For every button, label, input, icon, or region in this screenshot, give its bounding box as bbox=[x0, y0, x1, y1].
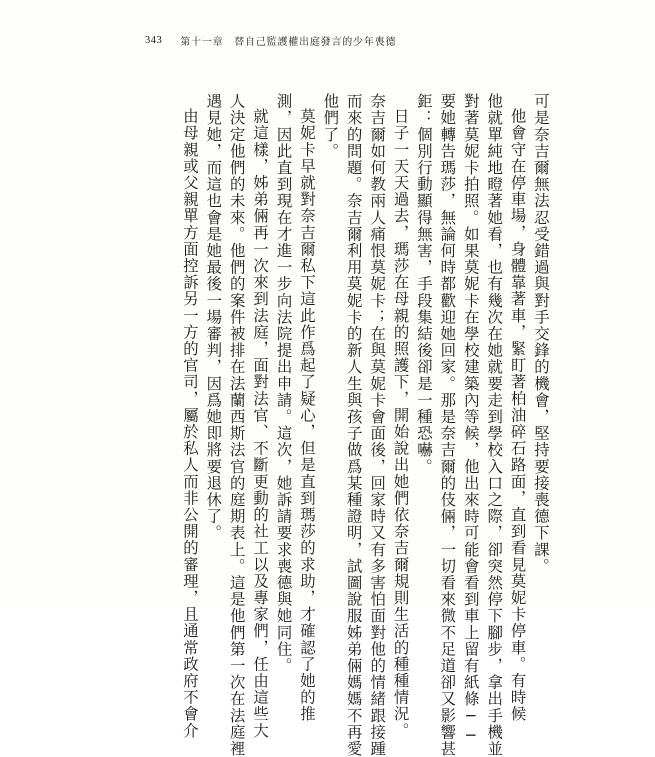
body-text bbox=[178, 93, 553, 757]
text-column: 可是奈吉爾無法忍受錯過與對手交鋒的機會，堅持要接喪德下課。 bbox=[532, 93, 550, 575]
text-column: 他就單純地瞪著她看，也有幾次在她就要走到學校入口之際，卻突然停下腳步，拿出手機並 bbox=[485, 93, 504, 757]
text-column: 他們了。 bbox=[321, 93, 340, 160]
text-column: 對著莫妮卡拍照。如果莫妮卡在學校建築內等候，他出來時可能會看到車上留有紙條── bbox=[461, 93, 480, 746]
text-column: 日子一天天過去，瑪莎在母親的照護下，開始說出她們依奈吉爾規則生活的種種情況。 bbox=[391, 108, 410, 740]
text-column: 而來的問題。奈吉爾利用莫妮卡的新人生與孩子做爲某種證明，試圖說服姊弟倆媽媽不再愛 bbox=[344, 93, 363, 757]
text-column: 奈吉爾如何教兩人痛恨莫妮卡；在與莫妮卡會面後，回家時又有多害怕面對他的情緒跟接踵 bbox=[368, 93, 387, 757]
text-column: 要她轉告瑪莎，無論何時都歡迎她回家。那是奈吉爾的伎倆，一切看來微不足道卻又影響甚 bbox=[438, 93, 457, 757]
text-column: 測，因此直到現在才進一步向法院提出申請。這次，她訴請要求喪德與她同住。 bbox=[274, 93, 293, 674]
text-column: 鉅：個別行動顯得無害，手段集結後卻是一種恐嚇。 bbox=[414, 93, 433, 475]
text-column: 遇見她，而這也會是她最後一場審判，因爲她即將要退休了。 bbox=[204, 93, 223, 542]
text-column: 他會守在停車場，身體靠著車，緊盯著柏油碎石路面，直到看見莫妮卡停車。有時候 bbox=[508, 108, 527, 723]
chapter-title: 第十一章 替自己監護權出庭發言的少年喪德 bbox=[180, 36, 397, 48]
text-column: 就這樣，姊弟倆再一次來到法庭，面對法官、不斷更動的社工以及專家們，任由這些大 bbox=[251, 108, 270, 740]
page-number: 343 bbox=[145, 34, 163, 46]
running-header bbox=[145, 32, 545, 48]
text-column: 由母親或父親單方面控訴另一方的官司，屬於私人而非公開的審理，且通常政府不會介 bbox=[180, 108, 199, 740]
text-column: 人決定他們的未來。他們的案件被排在法蘭西斯法官的庭期表上。這是他們第一次在法庭裡 bbox=[227, 93, 246, 757]
text-column: 莫妮卡早就對奈吉爾私下這此作爲起了疑心，但是直到瑪莎的求助，才確認了她的推 bbox=[297, 108, 316, 723]
